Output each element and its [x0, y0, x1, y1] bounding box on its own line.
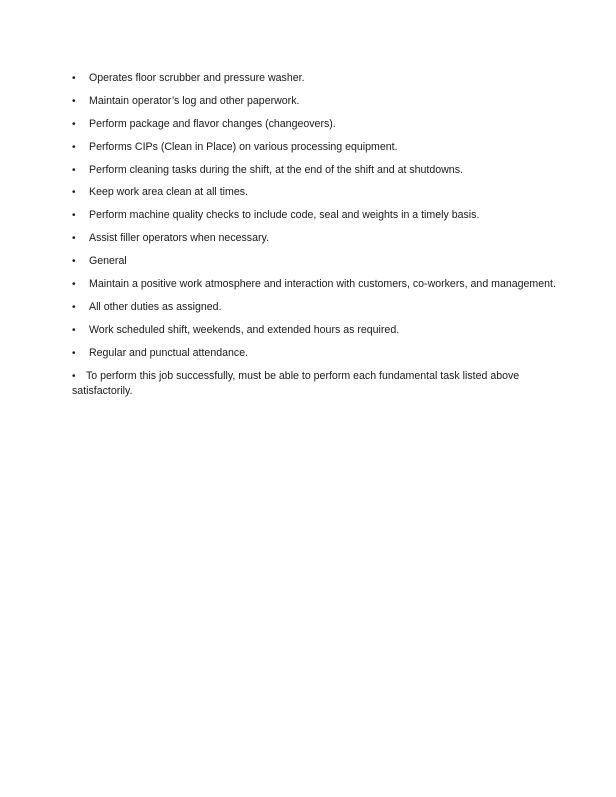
list-item — [72, 369, 532, 399]
bullet-icon: • — [72, 233, 76, 245]
bullet-icon: • — [72, 301, 76, 313]
bullet-icon: • — [72, 164, 76, 176]
list-item-text: Performs CIPs (Clean in Place) on various processing equipment. — [89, 140, 398, 153]
list-item-text: To perform this job successfully, must be able to perform each fundamental task listed above satisfactorily. — [72, 369, 520, 397]
list-item-text: All other duties as assigned. — [89, 300, 222, 313]
list-item — [72, 231, 552, 246]
bullet-icon: • — [72, 347, 76, 359]
list-item-text: Perform cleaning tasks during the shift, at the end of the shift and at shutdowns. — [89, 163, 463, 176]
bullet-icon: • — [72, 73, 76, 84]
list-item — [72, 117, 552, 132]
bullet-icon: • — [72, 210, 76, 222]
bullet-icon: • — [72, 370, 76, 382]
list-item — [72, 323, 552, 338]
list-item-text: General — [89, 255, 127, 268]
list-item — [72, 71, 552, 86]
list-item — [72, 94, 552, 109]
list-item-text: Operates floor scrubber and pressure washer. — [89, 72, 305, 84]
list-item-text: Perform machine quality checks to include code, seal and weights in a timely basis. — [89, 209, 480, 222]
duties-list — [72, 71, 556, 406]
list-item-text: Maintain operator’s log and other paperwork. — [89, 94, 300, 107]
list-item — [72, 140, 552, 155]
bullet-icon: • — [72, 95, 76, 107]
bullet-icon: • — [72, 256, 76, 268]
list-item — [72, 300, 552, 315]
list-item — [72, 277, 556, 292]
list-item-text: Keep work area clean at all times. — [89, 186, 248, 199]
list-item-text: Assist filler operators when necessary. — [89, 232, 269, 245]
bullet-icon: • — [72, 324, 76, 336]
list-item-text: Maintain a positive work atmosphere and interaction with customers, co-workers, and management. — [89, 278, 556, 291]
bullet-icon: • — [72, 141, 76, 153]
list-item-text: Perform package and flavor changes (changeovers). — [89, 117, 336, 130]
bullet-icon: • — [72, 187, 76, 199]
bullet-icon: • — [72, 279, 76, 291]
list-item — [72, 346, 552, 361]
list-item — [72, 208, 552, 223]
list-item — [72, 163, 552, 178]
list-item-text: Regular and punctual attendance. — [89, 346, 249, 359]
list-item-text: Work scheduled shift, weekends, and extended hours as required. — [89, 323, 400, 336]
list-item — [72, 185, 552, 200]
list-item — [72, 254, 552, 269]
bullet-icon: • — [72, 118, 76, 130]
